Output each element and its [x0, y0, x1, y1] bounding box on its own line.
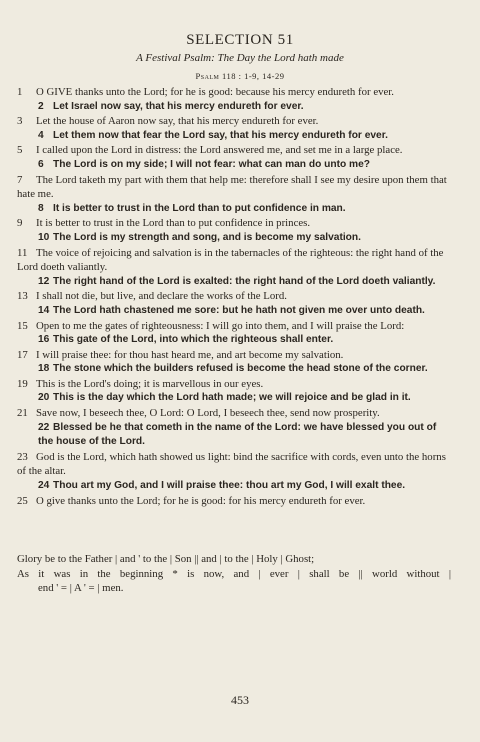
- verse: [17, 114, 451, 129]
- verse-text: Thou art my God, and I will praise thee: thou art my God, I will exalt thee.: [53, 480, 406, 492]
- verse-text: The Lord is my strength and song, and is become my salvation.: [53, 231, 361, 243]
- gloria-line: As it was in the beginning * is now, and | ever | shall be || world without |: [17, 567, 451, 580]
- verse: [17, 348, 451, 363]
- verse: [17, 494, 451, 509]
- verse-number: 12: [38, 275, 50, 287]
- verse-number: 11: [17, 246, 28, 259]
- verse: [17, 100, 451, 115]
- verse-text: I called upon the Lord in distress: the Lord answered me, and set me in a large place.: [36, 144, 403, 157]
- verse-number: 20: [38, 392, 50, 404]
- verse-number: 23: [17, 450, 28, 463]
- scripture-reference: Psalm 118 : 1-9, 14-29: [195, 71, 285, 81]
- verse: [17, 85, 451, 100]
- verse-text: The voice of rejoicing and salvation is in the tabernacles of the righteous: the right hand of the Lord doeth valiantly.: [17, 246, 444, 274]
- gloria-patri: [17, 552, 451, 596]
- verse-text: I will praise thee: for thou hast heard me, and art become my salvation.: [36, 348, 344, 361]
- verse: [17, 216, 451, 231]
- verse: [17, 479, 451, 494]
- verse-text: This is the Lord's doing; it is marvellous in our eyes.: [36, 377, 264, 390]
- verse: [17, 333, 451, 348]
- verse-number: 7: [17, 173, 23, 186]
- verse-number: 8: [38, 202, 44, 214]
- verse-text: Let the house of Aaron now say, that his mercy endureth for ever.: [36, 115, 319, 128]
- verse-text: This gate of the Lord, into which the righteous shall enter.: [53, 334, 334, 346]
- verse: [17, 406, 451, 421]
- verse: [17, 421, 451, 450]
- verse-number: 15: [17, 319, 28, 332]
- verse-text: This is the day which the Lord hath made; we will rejoice and be glad in it.: [53, 392, 411, 404]
- verse-number: 9: [17, 217, 23, 230]
- verse-number: 4: [38, 129, 44, 141]
- verse-text: Let them now that fear the Lord say, that his mercy endureth for ever.: [53, 129, 388, 141]
- verse-text: Let Israel now say, that his mercy endureth for ever.: [53, 100, 304, 112]
- verse-number: 18: [38, 363, 50, 375]
- verse-text: The right hand of the Lord is exalted: the right hand of the Lord doeth valiantly.: [53, 275, 436, 287]
- verse-text: The Lord taketh my part with them that help me: therefore shall I see my desire upon them that hate me.: [17, 173, 447, 201]
- verse-number: 19: [17, 377, 28, 390]
- verse-text: It is better to trust in the Lord than to put confidence in man.: [53, 202, 346, 214]
- verse-number: 3: [17, 115, 23, 128]
- verse-text: It is better to trust in the Lord than to put confidence in princes.: [36, 217, 311, 230]
- verse-text: Blessed be he that cometh in the name of the Lord: we have blessed you out of the house of the Lord.: [38, 421, 437, 448]
- verse-number: 10: [38, 231, 50, 243]
- verse-text: Save now, I beseech thee, O Lord: O Lord, I beseech thee, send now prosperity.: [36, 407, 380, 420]
- verse-list: [17, 85, 451, 508]
- verse: [17, 143, 451, 158]
- verse-text: I shall not die, but live, and declare the works of the Lord.: [36, 290, 287, 303]
- verse-number: 25: [17, 494, 28, 507]
- verse-number: 22: [38, 421, 50, 433]
- verse: [17, 202, 451, 217]
- verse-text: God is the Lord, which hath showed us light: bind the sacrifice with cords, even unto the horns of the altar.: [17, 450, 446, 478]
- verse: [17, 377, 451, 392]
- selection-subtitle: A Festival Psalm: The Day the Lord hath made: [136, 52, 344, 64]
- verse-text: The stone which the builders refused is become the head stone of the corner.: [53, 363, 428, 375]
- verse: [17, 391, 451, 406]
- verse-number: 17: [17, 348, 28, 361]
- verse-number: 14: [38, 304, 50, 316]
- verse-number: 6: [38, 158, 44, 170]
- verse-number: 13: [17, 290, 28, 303]
- verse: [17, 129, 451, 144]
- page-number: 453: [231, 693, 249, 707]
- verse-number: 21: [17, 407, 28, 420]
- selection-title: SELECTION 51: [186, 32, 294, 48]
- verse-text: The Lord is on my side; I will not fear: what can man do unto me?: [53, 158, 370, 170]
- verse-number: 5: [17, 144, 23, 157]
- verse: [17, 158, 451, 173]
- verse-text: Open to me the gates of righteousness: I will go into them, and I will praise the Lord:: [36, 319, 405, 332]
- verse: [17, 173, 451, 202]
- verse-text: The Lord hath chastened me sore: but he hath not given me over unto death.: [53, 304, 425, 316]
- verse-number: 16: [38, 334, 50, 346]
- verse-number: 2: [38, 100, 44, 112]
- verse-number: 1: [17, 86, 23, 98]
- verse: [17, 450, 451, 479]
- verse-text: O GIVE thanks unto the Lord; for he is good: because his mercy endureth for ever.: [36, 86, 394, 98]
- verse: [17, 231, 451, 246]
- gloria-line: Glory be to the Father | and ' to the | Son || and | to the | Holy | Ghost;: [17, 553, 315, 565]
- verse: [17, 289, 451, 304]
- verse-number: 24: [38, 480, 50, 492]
- verse: [17, 304, 451, 319]
- verse-text: O give thanks unto the Lord; for he is good: for his mercy endureth for ever.: [36, 494, 366, 507]
- verse: [17, 246, 451, 275]
- verse: [17, 275, 451, 290]
- gloria-line: end ' = | A ' = | men.: [38, 582, 124, 595]
- verse: [17, 319, 451, 334]
- verse: [17, 362, 451, 377]
